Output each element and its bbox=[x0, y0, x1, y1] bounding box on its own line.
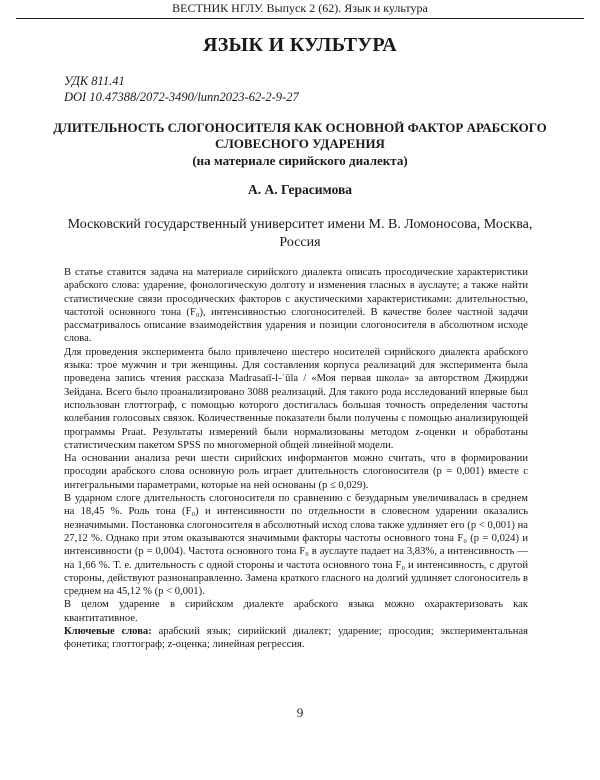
author-affiliation: Московский государственный университет имени М. В. Ломоносова, Москва, Россия bbox=[67, 217, 533, 250]
abstract-paragraph: В статье ставится задача на материале сирийского диалекта описать просодические характеристики арабского слова: ударение, фонологическую долготу и изменения гласных в ауслауте; а также найти статистические связи просодических факторов с акустическими характеристиками: длительностью, частотой основного тона (F₀), интенсивностью слогоносителей. В качестве более частной задачи рассматривалось описание взаимодействия ударения и позиции слогоносителя в абсолютном исходе слова. bbox=[64, 267, 528, 345]
abstract-paragraph: Для проведения эксперимента было привлечено шестеро носителей сирийского диалекта арабского языка: трое мужчин и три женщины. Для составления корпуса реализаций для эксперимента была проведена запись чтения рассказа Madrasatī-l-ʾūla / «Моя первая школа» за авторством Джирджи Зейдана. Всего было проанализировано 3088 реализаций. Для такого рода исследований впервые был использован глоттограф, с помощью которого достигалась большая точность определения частоты колебания голосовых связок. Количественные показатели были получены с помощью анализирующей программы Praat. Результаты измерений были нормализованы методом z-оценки и обработаны статистическим пакетом SPSS по многомерной общей линейной модели. bbox=[64, 346, 528, 451]
running-head: ВЕСТНИК НГЛУ. Выпуск 2 (62). Язык и культура bbox=[16, 0, 584, 19]
section-title: ЯЗЫК И КУЛЬТУРА bbox=[202, 34, 398, 56]
keywords bbox=[64, 625, 528, 652]
article-subtitle: (на материале сирийского диалекта) bbox=[192, 153, 408, 168]
doi-link[interactable]: DOI 10.47388/2072-3490/lunn2023-62-2-9-27 bbox=[64, 90, 299, 104]
udk-code: УДК 811.41 bbox=[64, 74, 125, 88]
abstract bbox=[64, 266, 528, 652]
keywords-label: Ключевые слова: bbox=[64, 626, 152, 638]
page-number: 9 bbox=[296, 705, 304, 720]
abstract-paragraph: В ударном слоге длительность слогоносителя по сравнению с безударным увеличивалась в среднем на 18,45 %. Роль тона (F₀) и интенсивности по отдельности в словесном ударении оказались незначимыми. Постановка слогоносителя в абсолютный исход слова также удлиняет его (p < 0,001) на 27,12 %. Однако при этом оказываются значимыми факторы частоты основного тона F₀ (p = 0,024) и интенсивности (p = 0,004). Частота основного тона F₀ в ауслауте падает на 3,83%, а интенсивность — на 1,66 %. Т. е. длительность с одной стороны и частота основного тона F₀ и интенсивность, с другой стороны, действуют разнонаправленно. Замена краткого гласного на долгий удлиняет слогоноситель в среднем на 45,12 % (p < 0,001). bbox=[64, 493, 528, 598]
author-name: А. А. Герасимова bbox=[247, 182, 353, 197]
keywords-text: арабский язык; сирийский диалект; ударение; просодия; экспериментальная фонетика; глоттограф; z-оценка; линейная регрессия. bbox=[64, 626, 529, 651]
article-title: ДЛИТЕЛЬНОСТЬ СЛОГОНОСИТЕЛЯ КАК ОСНОВНОЙ ФАКТОР АРАБСКОГО СЛОВЕСНОГО УДАРЕНИЯ bbox=[53, 120, 547, 151]
abstract-paragraph: В целом ударение в сирийском диалекте арабского языка можно охарактеризовать как квантитативное. bbox=[64, 599, 528, 624]
abstract-paragraph: На основании анализа речи шести сирийских информантов можно считать, что в формировании просодии арабского слова основную роль играет длительность слогоносителя (p = 0,001) вместе с интегральными параметрами, которые на ней основаны (p ≤ 0,029). bbox=[64, 453, 528, 491]
